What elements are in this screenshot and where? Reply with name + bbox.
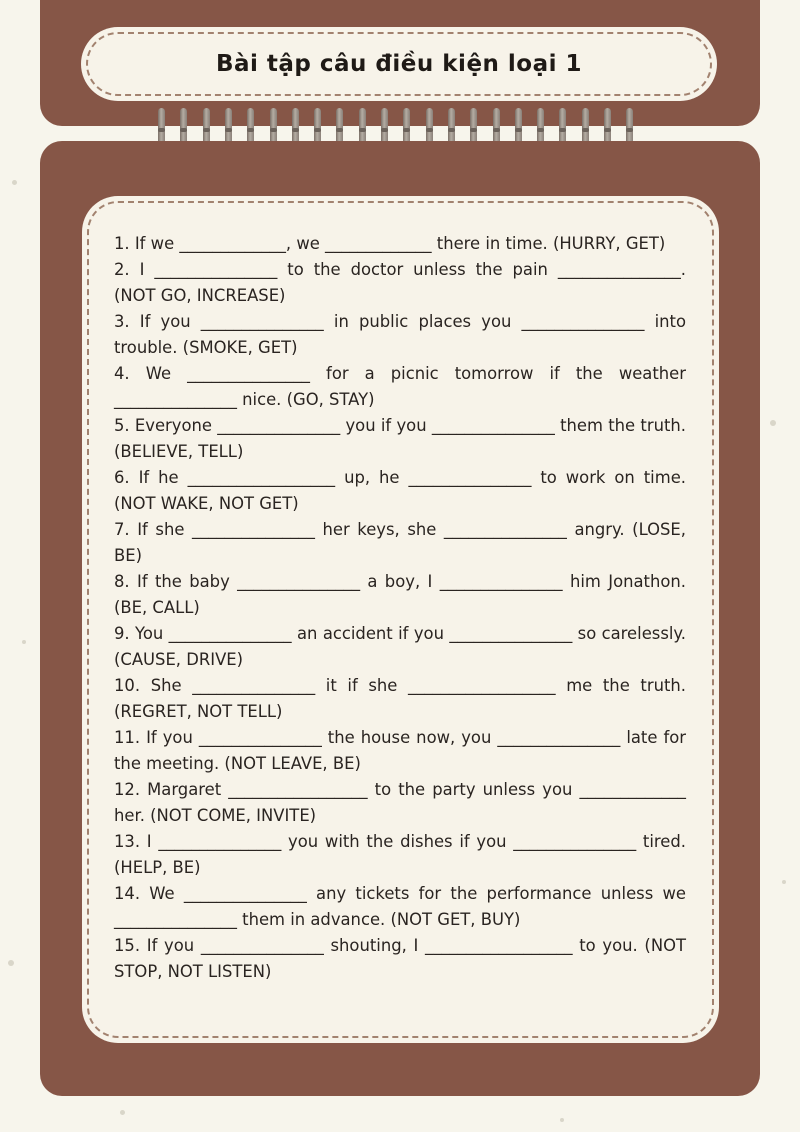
exercise-item-11: 11. If you _______________ the house now, you _______________ late for the meeting. (NOT LEAVE, BE)	[114, 728, 686, 773]
worksheet-title: Bài tập câu điều kiện loại 1	[215, 51, 583, 77]
exercise-item-6: 6. If he __________________ up, he _______________ to work on time. (NOT WAKE, NOT GET)	[114, 468, 686, 513]
exercise-list	[114, 231, 686, 985]
background-speckle	[12, 180, 17, 185]
background-speckle	[120, 1110, 125, 1115]
exercise-item-3: 3. If you _______________ in public places you _______________ into trouble. (SMOKE, GET)	[114, 312, 686, 357]
background-speckle	[782, 880, 786, 884]
exercise-item-10: 10. She _______________ it if she __________________ me the truth. (REGRET, NOT TELL)	[114, 676, 686, 721]
background-speckle	[22, 640, 26, 644]
exercise-item-1: 1. If we _____________, we _____________ there in time. (HURRY, GET)	[114, 234, 666, 253]
exercise-item-8: 8. If the baby _______________ a boy, I _______________ him Jonathon. (BE, CALL)	[114, 572, 686, 617]
exercise-item-12: 12. Margaret _________________ to the party unless you _____________ her. (NOT COME, INVITE)	[114, 780, 686, 825]
worksheet-paper	[82, 196, 719, 1043]
exercise-item-14: 14. We _______________ any tickets for the performance unless we _______________ them in advance. (NOT GET, BUY)	[114, 884, 686, 929]
exercise-item-7: 7. If she _______________ her keys, she _______________ angry. (LOSE, BE)	[114, 520, 686, 565]
exercise-item-2: 2. I _______________ to the doctor unless the pain _______________. (NOT GO, INCREASE)	[114, 260, 686, 305]
exercise-item-9: 9. You _______________ an accident if you _______________ so carelessly. (CAUSE, DRIVE)	[114, 624, 686, 669]
exercise-item-15: 15. If you _______________ shouting, I __________________ to you. (NOT STOP, NOT LISTEN)	[114, 936, 686, 981]
title-banner	[81, 27, 717, 101]
background-speckle	[770, 420, 776, 426]
worksheet-panel	[40, 141, 760, 1096]
exercise-item-13: 13. I _______________ you with the dishes if you _______________ tired. (HELP, BE)	[114, 832, 686, 877]
background-speckle	[560, 1118, 564, 1122]
exercise-item-4: 4. We _______________ for a picnic tomorrow if the weather _______________ nice. (GO, STAY)	[114, 364, 686, 409]
background-speckle	[8, 960, 14, 966]
exercise-item-5: 5. Everyone _______________ you if you _______________ them the truth. (BELIEVE, TELL)	[114, 416, 686, 461]
